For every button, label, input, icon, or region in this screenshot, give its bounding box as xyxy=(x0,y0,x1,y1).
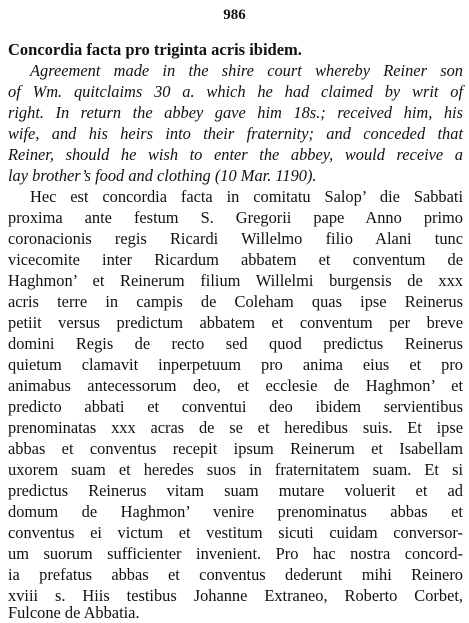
charter-heading: Concordia facta pro triginta acris ibidem. xyxy=(8,40,302,59)
summary-line: wife, and his heirs into their fraternity; and conceded that xyxy=(8,124,463,143)
text-line: uxorem suam et heredes suos in fraternitatem suam. Et si xyxy=(8,460,463,479)
text-line: acris terre in campis de Coleham quas ipse Reinerus xyxy=(8,292,463,311)
text-line: predictus Reinerus vitam suam mutare voluerit et ad xyxy=(8,481,463,500)
summary-line: right. In return the abbey gave him 18s.; received him, his xyxy=(8,103,463,122)
text-line: Hec est concordia facta in comitatu Salop’ die Sabbati xyxy=(30,187,463,206)
text-line: ia prefatus abbas et conventus dederunt mihi Reinero xyxy=(8,565,463,584)
text-line: domini Regis de recto sed quod predictus Reinerus xyxy=(8,334,463,353)
text-line: Haghmon’ et Reinerum filium Willelmi burgensis de xxx xyxy=(8,271,463,290)
text-line: vicecomite inter Ricardum abbatem et conventum de xyxy=(8,250,463,269)
summary-line: of Wm. quitclaims 30 a. which he had claimed by writ of xyxy=(8,82,463,101)
summary-line: Reiner, should he wish to enter the abbey, would receive a xyxy=(8,145,463,164)
text-line: animabus antecessorum deo, et ecclesie de Haghmon’ et xyxy=(8,376,463,395)
text-line: prenominatas xxx acras de se et heredibus suis. Et ipse xyxy=(8,418,463,437)
text-line: coronacionis regis Ricardi Willelmo filio Alani tunc xyxy=(8,229,463,248)
text-line: predicto abbati et conventui deo ibidem servientibus xyxy=(8,397,463,416)
text-line: conventus ei victum et vestitum sicuti cuidam conversor- xyxy=(8,523,463,542)
summary-line: Agreement made in the shire court whereby Reiner son xyxy=(30,61,463,80)
summary-line: lay brother’s food and clothing (10 Mar. 1190). xyxy=(8,166,317,185)
text-line: xviii s. Hiis testibus Johanne Extraneo, Roberto Corbet, xyxy=(8,586,463,605)
text-line: um suorum sufficienter invenient. Pro hac nostra concord- xyxy=(8,544,463,563)
text-line: quietum clamavit inperpetuum pro anima eius et pro xyxy=(8,355,463,374)
text-line: domum de Haghmon’ venire prenominatus abbas et xyxy=(8,502,463,521)
text-line: petiit versus predictum abbatem et conventum per breve xyxy=(8,313,463,332)
text-line: abbas et conventus recepit ipsum Reinerum et Isabellam xyxy=(8,439,463,458)
text-line: proxima ante festum S. Gregorii pape Anno primo xyxy=(8,208,463,227)
page-number: 986 xyxy=(223,7,246,23)
text-line: Fulcone de Abbatia. xyxy=(8,603,140,622)
